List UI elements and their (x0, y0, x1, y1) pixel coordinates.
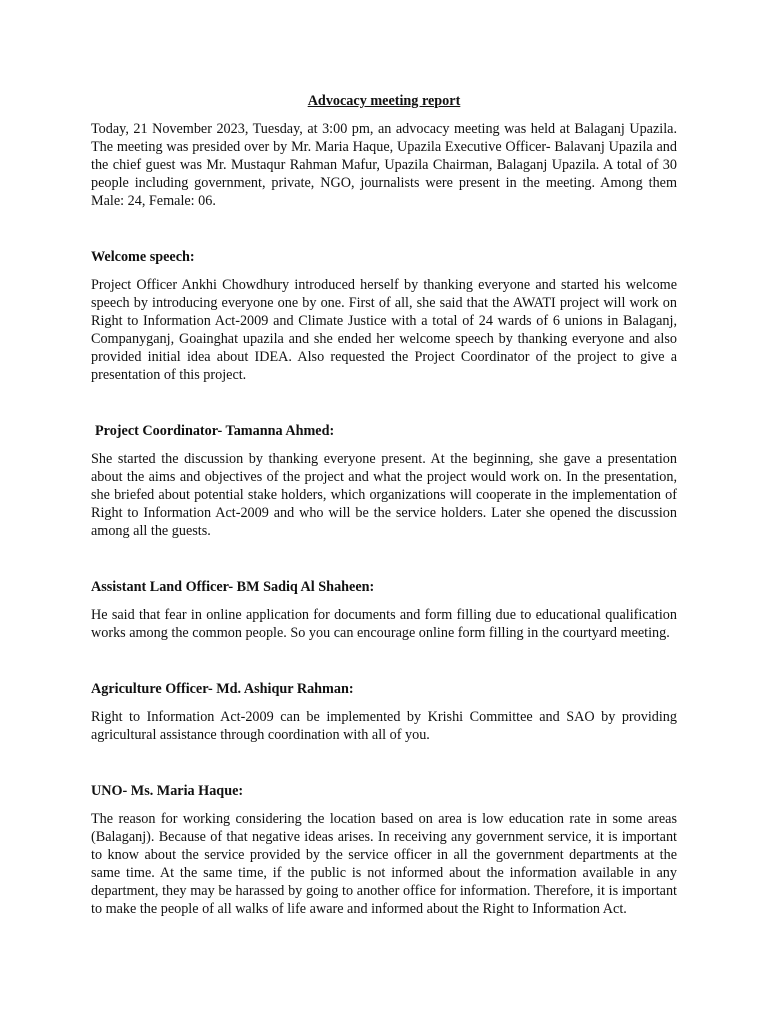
section-heading-assistant-land-officer: Assistant Land Officer- BM Sadiq Al Shaheen: (91, 579, 375, 595)
intro-paragraph: Today, 21 November 2023, Tuesday, at 3:00 pm, an advocacy meeting was held at Balaganj Upazila. The meeting was presided over by Mr. Maria Haque, Upazila Executive Officer- Balavanj Upazila and the chief guest was Mr. Mustaqur Rahman Mafur, Upazila Chairman, Balaganj Upazila. A total of 30 people including government, private, NGO, journalists were present in the meeting. Among them Male: 24, Female: 06. (91, 121, 677, 209)
document-title: Advocacy meeting report (307, 93, 461, 109)
section-heading-agriculture-officer: Agriculture Officer- Md. Ashiqur Rahman: (91, 681, 354, 697)
section-body-project-coordinator: She started the discussion by thanking everyone present. At the beginning, she gave a presentation about the aims and objectives of the project and what the project would work on. In the presentation, she briefed about potential stake holders, which organizations will cooperate in the implementation of Right to Information Act-2009 and who will be the service holders. Later she opened the discussion among all the guests. (91, 451, 677, 539)
section-heading-project-coordinator: Project Coordinator- Tamanna Ahmed: (95, 423, 335, 439)
section-heading-uno: UNO- Ms. Maria Haque: (91, 783, 244, 799)
section-heading-welcome-speech: Welcome speech: (91, 249, 195, 265)
section-body-agriculture-officer: Right to Information Act-2009 can be implemented by Krishi Committee and SAO by providing agricultural assistance through coordination with all of you. (91, 709, 677, 743)
section-body-welcome-speech: Project Officer Ankhi Chowdhury introduced herself by thanking everyone and started his welcome speech by introducing everyone one by one. First of all, she said that the AWATI project will work on Right to Information Act-2009 and Climate Justice with a total of 24 wards of 6 unions in Balaganj, Companyganj, Goainghat upazila and she ended her welcome speech by thanking everyone and also provided initial idea about IDEA. Also requested the Project Coordinator of the project to give a presentation of this project. (91, 277, 677, 383)
section-body-uno: The reason for working considering the location based on area is low education rate in some areas (Balaganj). Because of that negative ideas arises. In receiving any government service, it is important to know about the service provided by the service officer in all the government departments at the same time. At the same time, if the public is not informed about the information available in any department, they may be harassed by going to another office for information. Therefore, it is important to make the people of all walks of life aware and informed about the Right to Information Act. (91, 811, 677, 917)
section-body-assistant-land-officer: He said that fear in online application for documents and form filling due to educational qualification works among the common people. So you can encourage online form filling in the courtyard meeting. (91, 607, 677, 641)
